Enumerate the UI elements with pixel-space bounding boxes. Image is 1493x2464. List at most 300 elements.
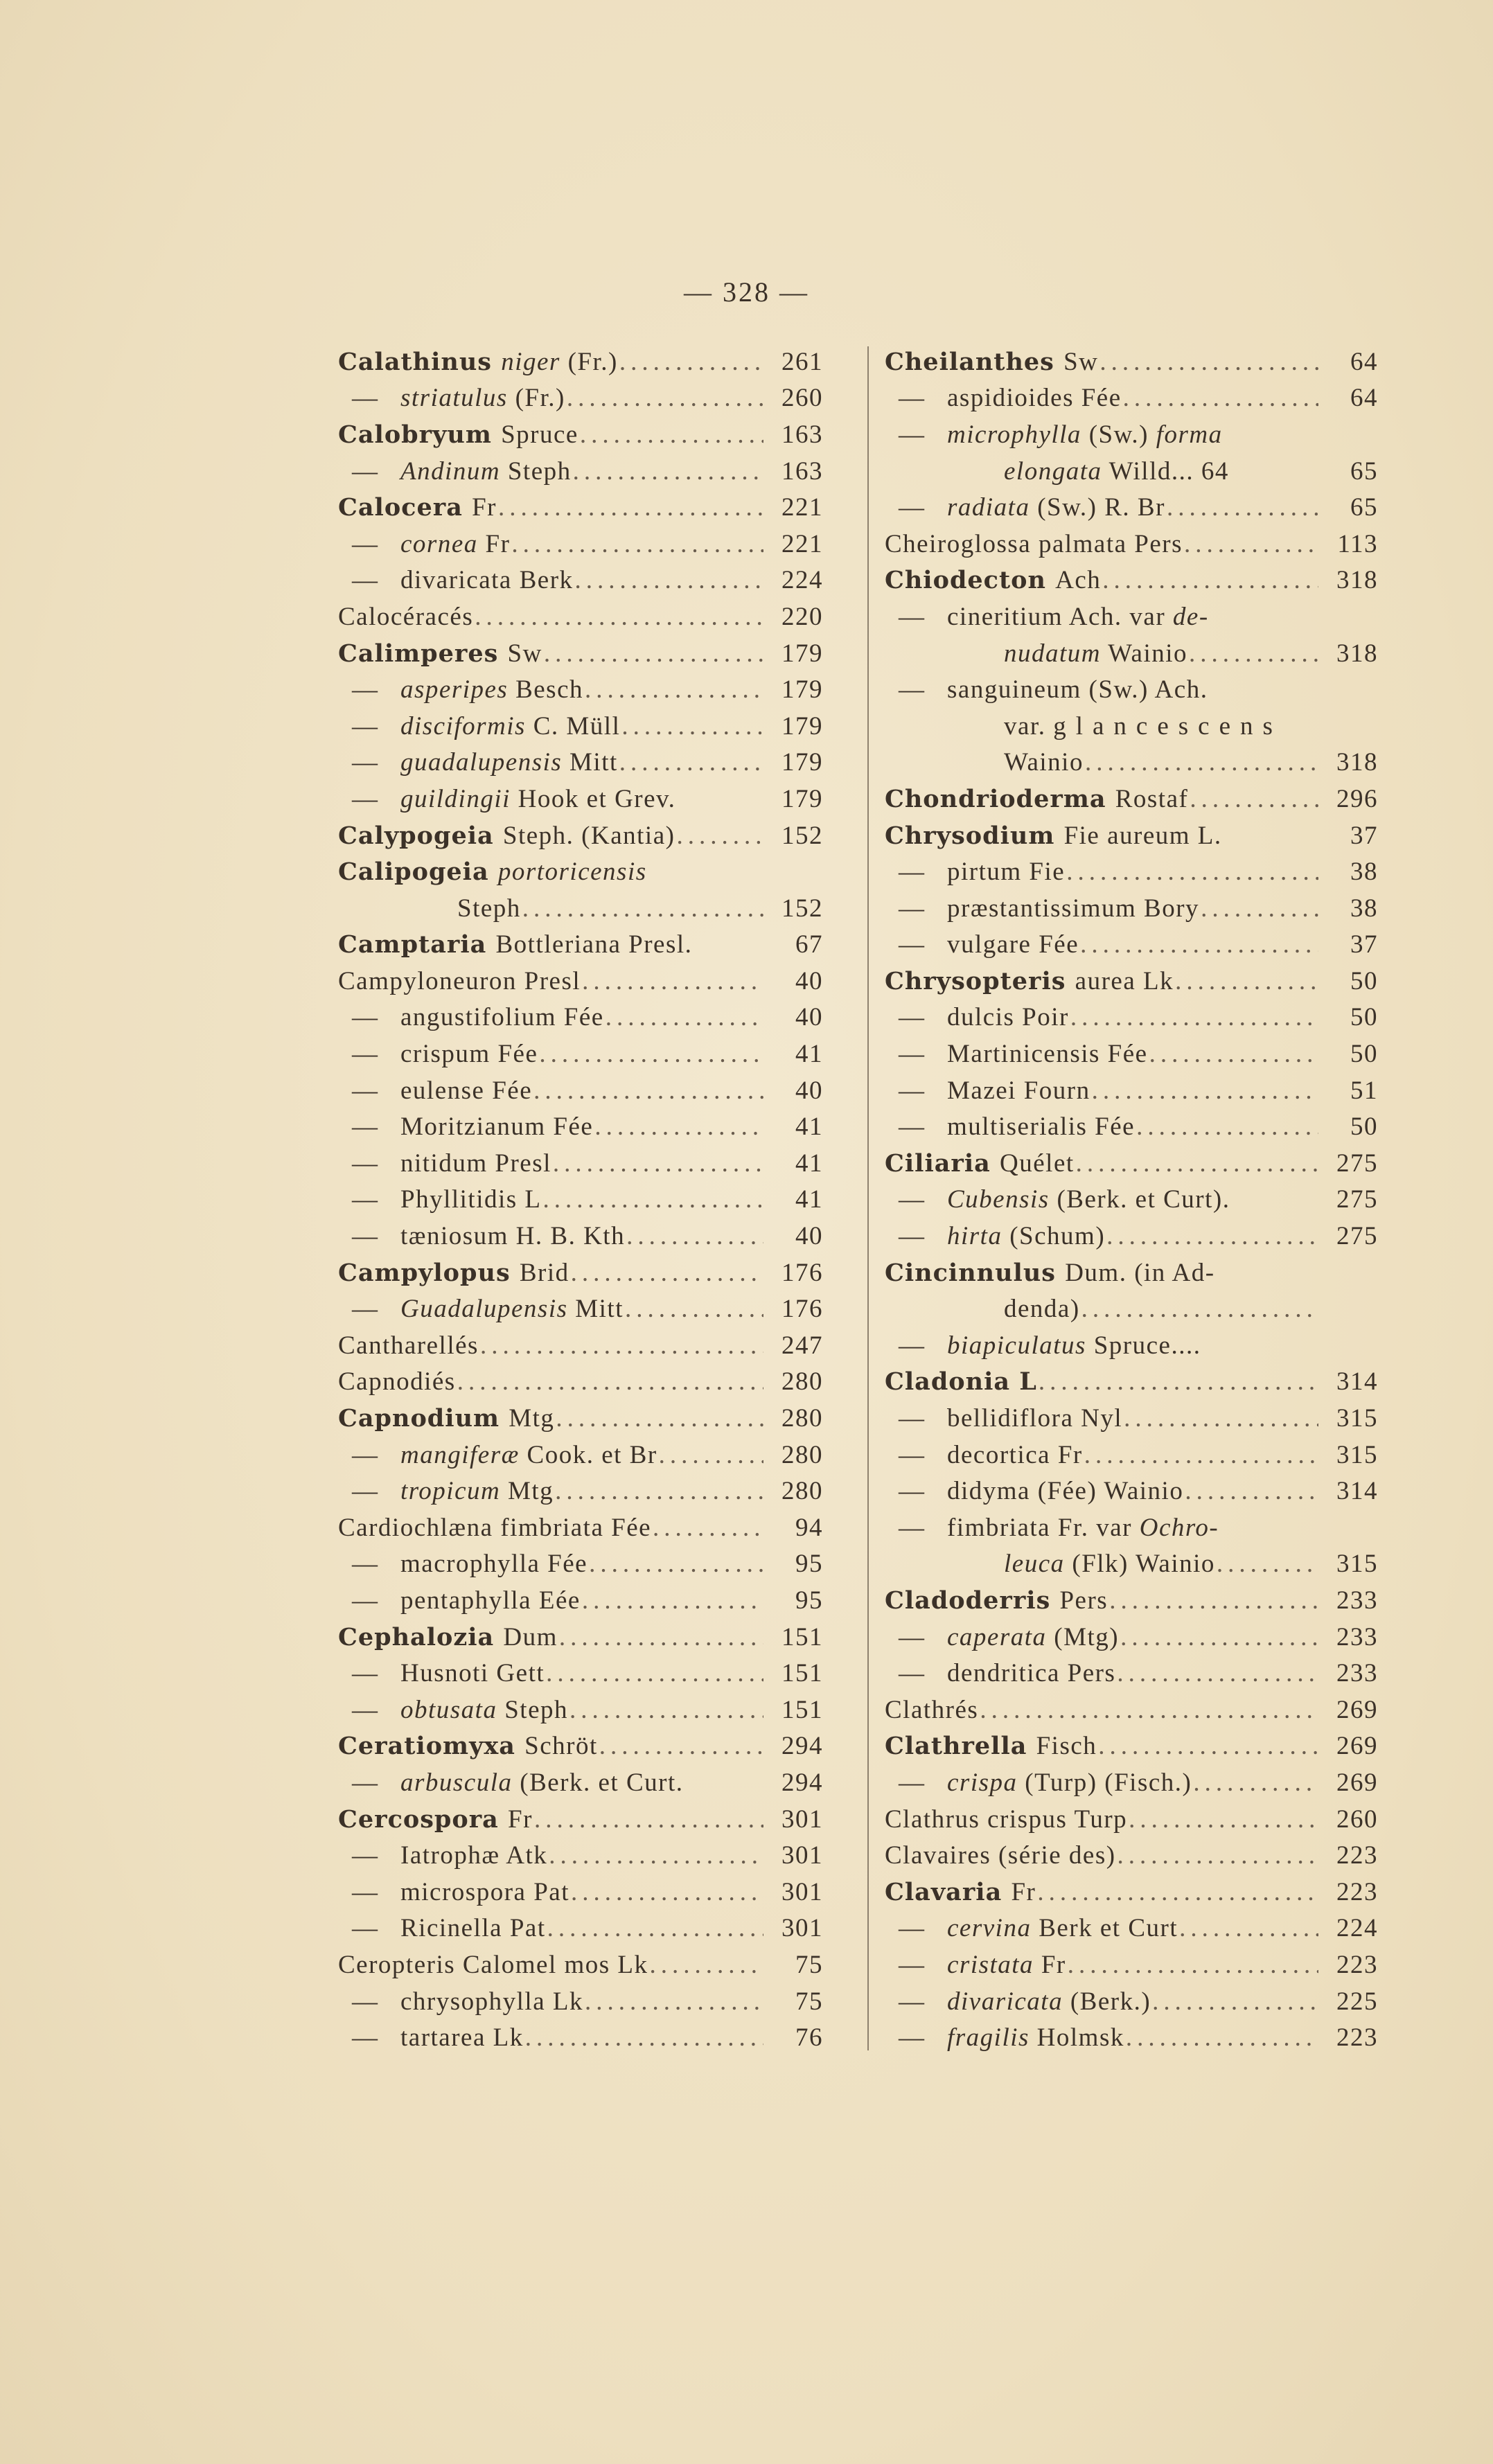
entry-text <box>885 747 1084 777</box>
page-reference: 64 <box>1350 347 1378 376</box>
index-entry <box>885 890 1378 927</box>
entry-text <box>885 493 1165 522</box>
species-epithet: striatulus <box>400 384 508 413</box>
page-reference: 314 <box>1336 1367 1378 1397</box>
species-epithet: guadalupensis <box>400 748 563 777</box>
dot-leader <box>539 1039 763 1069</box>
index-entry <box>885 1983 1378 2020</box>
ditto-dash: — <box>352 2023 379 2053</box>
entry-segment: (Berk. et Curt. <box>512 1768 684 1797</box>
ditto-dash: — <box>899 1440 926 1469</box>
ditto-dash: — <box>352 529 379 558</box>
dot-leader <box>1117 1841 1318 1870</box>
genus-name: Capnodium <box>338 1404 509 1433</box>
index-entry <box>885 2019 1378 2056</box>
index-entry <box>885 1108 1378 1145</box>
entry-segment: Martinicensis Fée <box>947 1040 1148 1069</box>
page-reference: 224 <box>1336 1914 1378 1943</box>
entry-segment: Fisch <box>1036 1732 1097 1761</box>
ditto-dash: — <box>899 1331 926 1360</box>
species-epithet: nudatum <box>1004 639 1101 668</box>
page-reference: 318 <box>1336 639 1378 668</box>
entry-text <box>885 1622 1119 1652</box>
entry-text <box>885 966 1174 996</box>
page-reference: 275 <box>1336 1185 1378 1214</box>
entry-text <box>885 1768 1192 1798</box>
dot-leader <box>544 639 763 668</box>
entry-segment: Cardiochlæna fimbriata Fée <box>338 1513 652 1542</box>
genus-name: Chrysodium <box>885 821 1064 850</box>
dot-leader <box>1179 1913 1318 1943</box>
ditto-dash: — <box>899 1987 926 2016</box>
dot-leader <box>580 420 763 450</box>
dot-leader <box>582 966 763 996</box>
entry-segment: multiserialis Fée <box>947 1113 1136 1142</box>
page-reference: 260 <box>781 384 823 413</box>
dot-leader <box>569 1695 763 1725</box>
dot-leader <box>547 1913 763 1943</box>
page-reference: 152 <box>781 821 823 850</box>
page-reference: 95 <box>795 1550 823 1579</box>
entry-text <box>885 1476 1183 1506</box>
index-entry <box>338 1801 823 1838</box>
entry-segment: aspidioides Fée <box>947 384 1122 413</box>
page-reference: 75 <box>795 1950 823 1979</box>
entry-text <box>885 1987 1151 2017</box>
index-entry <box>885 1364 1378 1401</box>
entry-segment: Capnodiés <box>338 1367 456 1397</box>
ditto-dash: — <box>352 748 379 777</box>
index-entry <box>885 1619 1378 1656</box>
genus-name: Calipogeia <box>338 858 498 887</box>
dot-leader <box>543 1185 763 1214</box>
entry-text <box>338 930 692 959</box>
entry-text <box>885 639 1187 668</box>
entry-text <box>885 1403 1122 1433</box>
entry-text <box>885 857 1065 887</box>
genus-name: Cheilanthes <box>885 347 1064 376</box>
dot-leader <box>606 1002 763 1032</box>
ditto-dash: — <box>899 1076 926 1105</box>
entry-segment: (Sw.) R. Br <box>1030 493 1165 522</box>
entry-segment: Mitt <box>567 1295 624 1324</box>
entry-text <box>338 1367 456 1397</box>
entry-segment: Willd... 64 <box>1102 457 1229 486</box>
dot-leader <box>599 1731 763 1761</box>
entry-text <box>338 1658 545 1688</box>
ditto-dash: — <box>899 1622 926 1651</box>
entry-text <box>885 784 1188 814</box>
index-entry <box>885 526 1378 562</box>
index-entry <box>338 453 823 490</box>
entry-segment: macrophylla Fée <box>400 1550 588 1579</box>
species-epithet: cervina <box>947 1914 1032 1943</box>
page-reference: 301 <box>781 1914 823 1943</box>
page-reference: 223 <box>1336 1950 1378 1979</box>
index-entry <box>338 1509 823 1546</box>
index-entry <box>338 380 823 417</box>
entry-segment: pirtum Fie <box>947 858 1066 887</box>
entry-segment: Sw <box>507 639 542 668</box>
species-epithet: forma <box>1156 420 1223 449</box>
entry-text <box>885 565 1101 595</box>
entry-text <box>885 1221 1105 1251</box>
species-epithet: divaricata <box>947 1987 1063 2016</box>
entry-segment: Fr <box>477 529 511 558</box>
entry-segment: Rostaf <box>1115 784 1189 813</box>
entry-segment: divaricata Berk <box>400 566 574 595</box>
entry-segment: denda) <box>1004 1295 1080 1324</box>
entry-segment: dendritica Pers <box>947 1659 1116 1688</box>
ditto-dash: — <box>899 675 926 704</box>
page-reference: 233 <box>1336 1659 1378 1688</box>
page-reference: 315 <box>1336 1550 1378 1579</box>
entry-segment: (Berk. et Curt). <box>1049 1185 1230 1214</box>
dot-leader <box>619 747 763 777</box>
genus-name: Calypogeia <box>338 821 503 850</box>
index-entry <box>885 1728 1378 1765</box>
page-reference: 179 <box>781 639 823 668</box>
ditto-dash: — <box>352 675 379 704</box>
index-entry <box>338 2019 823 2056</box>
entry-text <box>885 930 1079 959</box>
species-epithet: fragilis <box>947 2023 1030 2053</box>
entry-segment: didyma (Fée) Wainio <box>947 1477 1184 1506</box>
entry-segment: Fie aureum L. <box>1063 821 1222 850</box>
dot-leader <box>553 1149 763 1178</box>
entry-text <box>885 1258 1215 1288</box>
index-entry <box>338 1036 823 1072</box>
page-reference: 50 <box>1350 1113 1378 1142</box>
dot-leader <box>1201 894 1318 923</box>
entry-segment: Fr <box>1011 1877 1036 1906</box>
dot-leader <box>1149 1039 1318 1069</box>
dot-leader <box>571 1877 763 1907</box>
page-reference: 280 <box>781 1440 823 1469</box>
page-reference: 275 <box>1336 1149 1378 1178</box>
genus-name: Clathrella <box>885 1732 1036 1761</box>
entry-text <box>338 1002 604 1032</box>
index-entry <box>885 416 1378 453</box>
dot-leader <box>1098 1731 1318 1761</box>
entry-segment: vulgare Fée <box>947 930 1079 959</box>
page-reference: 296 <box>1336 784 1378 813</box>
index-entry <box>338 562 823 599</box>
genus-name: Cladoderris <box>885 1586 1060 1615</box>
species-epithet: Cubensis <box>947 1185 1050 1214</box>
dot-leader <box>573 457 763 486</box>
dot-leader <box>1193 1768 1318 1798</box>
dot-leader <box>1120 1622 1318 1652</box>
index-entry <box>338 1182 823 1218</box>
entry-text <box>338 1950 648 1980</box>
ditto-dash: — <box>899 1950 926 1979</box>
ditto-dash: — <box>352 566 379 595</box>
entry-text <box>338 2023 524 2053</box>
index-entry <box>338 927 823 964</box>
entry-text <box>885 1185 1230 1214</box>
index-entry <box>885 745 1378 781</box>
dot-leader <box>1068 1950 1318 1980</box>
index-entry <box>885 1837 1378 1874</box>
dot-leader <box>533 1076 763 1106</box>
index-entry <box>338 1400 823 1437</box>
entry-segment: Cheiroglossa palmata Pers <box>885 529 1183 558</box>
page-reference: 294 <box>781 1732 823 1761</box>
entry-text <box>338 347 618 377</box>
entry-text <box>338 1549 588 1579</box>
ditto-dash: — <box>352 711 379 741</box>
index-entry <box>885 927 1378 964</box>
entry-text <box>885 1367 1037 1397</box>
page-reference: 315 <box>1336 1440 1378 1469</box>
index-entry <box>885 817 1378 854</box>
dot-leader <box>1066 857 1318 887</box>
dot-leader <box>1217 1549 1318 1579</box>
entry-text <box>338 675 583 704</box>
entry-segment: Wainio <box>1004 748 1084 777</box>
entry-text <box>885 420 1223 450</box>
entry-text <box>338 1331 479 1360</box>
dot-leader <box>559 1622 763 1652</box>
page-reference: 301 <box>781 1805 823 1834</box>
dot-leader <box>571 1258 763 1288</box>
entry-segment: Berk et Curt <box>1031 1914 1178 1943</box>
page-reference: 301 <box>781 1877 823 1906</box>
page-reference: 221 <box>781 493 823 522</box>
page-reference: 113 <box>1337 529 1378 558</box>
species-epithet: caperata <box>947 1622 1047 1651</box>
page-reference: 176 <box>781 1295 823 1324</box>
index-entry <box>338 1546 823 1583</box>
entry-text <box>885 383 1122 413</box>
entry-text <box>338 1731 598 1761</box>
entry-segment: Wainio <box>1101 639 1188 668</box>
page-reference: 280 <box>781 1477 823 1506</box>
index-entry <box>338 1000 823 1036</box>
ditto-dash: — <box>352 1659 379 1688</box>
index-entry <box>338 1837 823 1874</box>
entry-segment: Fr <box>1034 1950 1066 1979</box>
entry-text <box>885 347 1098 377</box>
entry-text <box>338 821 675 851</box>
page-reference: 95 <box>795 1586 823 1615</box>
entry-text <box>885 1294 1080 1324</box>
index-entry <box>338 890 823 927</box>
entry-segment: Dum <box>503 1622 558 1651</box>
entry-segment: Pers <box>1059 1586 1108 1615</box>
entry-segment: var. <box>1004 711 1054 741</box>
entry-segment: nitidum Presl <box>400 1149 551 1178</box>
index-entry <box>885 1546 1378 1583</box>
entry-text <box>338 1586 581 1615</box>
entry-text <box>338 1112 593 1142</box>
entry-segment: C. Müll <box>525 711 621 741</box>
page-reference: 67 <box>795 930 823 959</box>
ditto-dash: — <box>899 1768 926 1797</box>
ditto-dash: — <box>352 1550 379 1579</box>
entry-text <box>338 1440 657 1470</box>
ditto-dash: — <box>352 1877 379 1906</box>
dot-leader <box>480 1331 763 1360</box>
entry-text <box>338 894 521 923</box>
entry-text <box>338 1805 533 1834</box>
entry-segment: (Mtg) <box>1046 1622 1120 1651</box>
entry-text <box>885 675 1208 704</box>
ditto-dash: — <box>899 1513 926 1542</box>
index-entry <box>338 1764 823 1801</box>
entry-text <box>885 2023 1124 2053</box>
ditto-dash: — <box>899 420 926 449</box>
index-entry <box>338 1327 823 1364</box>
index-entry <box>338 1364 823 1401</box>
page-reference: 41 <box>795 1185 823 1214</box>
index-entry <box>885 380 1378 417</box>
genus-name: Calimperes <box>338 639 508 668</box>
entry-text <box>338 1294 624 1324</box>
species-epithet: Ochro- <box>1139 1513 1219 1542</box>
dot-leader <box>1106 1221 1318 1251</box>
entry-segment: glancescens <box>1053 711 1282 741</box>
index-entry <box>885 1145 1378 1182</box>
ditto-dash: — <box>352 1841 379 1870</box>
index-entry <box>885 1582 1378 1619</box>
ditto-dash: — <box>352 457 379 486</box>
dot-leader <box>625 1294 763 1324</box>
index-entry <box>885 635 1378 672</box>
page-reference: 40 <box>795 966 823 995</box>
page-reference: 50 <box>1350 966 1378 995</box>
index-entry <box>885 1400 1378 1437</box>
ditto-dash: — <box>899 1003 926 1032</box>
species-epithet: cornea <box>400 529 478 558</box>
entry-text <box>338 1039 538 1069</box>
entry-text <box>885 1695 978 1725</box>
entry-text <box>885 1805 1127 1834</box>
index-entry <box>885 562 1378 599</box>
dot-leader <box>475 602 763 632</box>
entry-segment: bellidiflora Nyl <box>947 1404 1123 1433</box>
species-epithet: elongata <box>1004 457 1102 486</box>
dot-leader <box>1123 383 1318 413</box>
index-entry <box>338 1983 823 2020</box>
index-entry <box>338 1619 823 1656</box>
index-entry <box>338 1255 823 1291</box>
dot-leader <box>1070 1002 1318 1032</box>
page-reference: 41 <box>795 1040 823 1069</box>
entry-segment: Clathrus crispus Turp <box>885 1805 1128 1834</box>
entry-segment: (Turp) (Fisch.) <box>1017 1768 1192 1797</box>
entry-segment: Mtg <box>509 1404 555 1433</box>
ditto-dash: — <box>899 1659 926 1688</box>
entry-segment: Mazei Fourn <box>947 1076 1090 1105</box>
ditto-dash: — <box>352 1768 379 1797</box>
dot-leader <box>1102 565 1318 595</box>
entry-segment: Schröt <box>524 1732 598 1761</box>
page-reference: 233 <box>1336 1586 1378 1615</box>
ditto-dash: — <box>899 1222 926 1251</box>
entry-text <box>338 639 542 668</box>
entry-text <box>885 1658 1115 1688</box>
entry-segment: Besch <box>508 675 584 704</box>
genus-name: Cercospora <box>338 1805 509 1834</box>
entry-text <box>338 784 675 814</box>
page-reference: 151 <box>781 1695 823 1724</box>
ditto-dash: — <box>899 858 926 887</box>
entry-text <box>885 1002 1069 1032</box>
species-epithet: hirta <box>947 1222 1002 1251</box>
index-entry <box>338 635 823 672</box>
page-reference: 269 <box>1336 1732 1378 1761</box>
entry-segment: Mtg <box>500 1477 554 1506</box>
entry-segment: dulcis Poir <box>947 1003 1069 1032</box>
ditto-dash: — <box>899 1914 926 1943</box>
page-reference: 40 <box>795 1222 823 1251</box>
index-entry <box>338 708 823 745</box>
ditto-dash: — <box>899 894 926 923</box>
page-reference: 40 <box>795 1076 823 1105</box>
page-reference: 51 <box>1350 1076 1378 1105</box>
page-reference: 318 <box>1336 566 1378 595</box>
entry-segment: Mitt <box>562 748 618 777</box>
entry-text <box>338 1913 546 1943</box>
index-entry <box>338 1072 823 1109</box>
entry-text <box>885 1331 1201 1360</box>
entry-segment: Fr <box>508 1805 533 1834</box>
ditto-dash: — <box>899 1185 926 1214</box>
index-entry <box>338 1874 823 1911</box>
page-number: — 328 — <box>684 276 809 308</box>
entry-text <box>338 1076 532 1106</box>
entry-segment: Phyllitidis L <box>400 1185 542 1214</box>
page-reference: 37 <box>1350 821 1378 850</box>
dot-leader <box>1136 1112 1318 1142</box>
index-entry <box>885 1036 1378 1072</box>
entry-segment: pentaphylla Eée <box>400 1586 581 1615</box>
index-entry <box>885 1801 1378 1838</box>
entry-text <box>885 1513 1219 1543</box>
dot-leader <box>1129 1805 1318 1834</box>
index-entry <box>338 1437 823 1473</box>
entry-text <box>338 1221 625 1251</box>
dot-leader <box>1076 1149 1318 1178</box>
dot-leader <box>676 821 763 851</box>
species-epithet: microphylla <box>947 420 1081 449</box>
species-epithet: niger <box>501 347 560 376</box>
entry-text <box>338 1987 583 2017</box>
entry-segment: (Berk.) <box>1063 1987 1151 2016</box>
entry-segment: Steph <box>457 894 521 923</box>
page-reference: 233 <box>1336 1622 1378 1651</box>
genus-name: Calocera <box>338 493 472 522</box>
entry-segment: Brid <box>519 1258 569 1287</box>
page-reference: 247 <box>781 1331 823 1360</box>
index-entry <box>885 1072 1378 1109</box>
species-epithet: biapiculatus <box>947 1331 1086 1360</box>
dot-leader <box>522 894 763 923</box>
entry-text <box>338 1841 547 1870</box>
entry-segment: Campyloneuron Presl <box>338 966 581 995</box>
index-entry <box>885 1764 1378 1801</box>
genus-name: Cladonia L <box>885 1367 1037 1397</box>
entry-segment: eulense Fée <box>400 1076 533 1105</box>
dot-leader <box>653 1513 763 1543</box>
entry-text <box>885 1950 1066 1980</box>
index-entry <box>885 1182 1378 1218</box>
dot-leader <box>1092 1076 1318 1106</box>
ditto-dash: — <box>899 384 926 413</box>
entry-text <box>338 1695 568 1725</box>
